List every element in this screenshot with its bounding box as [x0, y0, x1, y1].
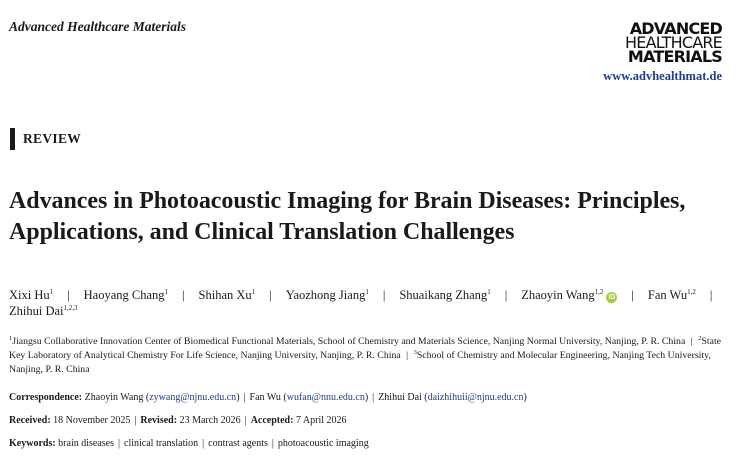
revised-label: Revised: — [140, 415, 178, 426]
received-date: 18 November 2025 — [53, 415, 131, 426]
affiliations: $^1$Jiangsu Collaborative Innovation Center of Biomedical Functional Materials, School of Chemistry and Materials Science, Nanjing Normal University, Nanjing, P. R. China | $^2$State Key Laboratory of Analytical Chemistry For Life Science, Nanjing University, Nanjing, P. R. China | $^3$School of Chemistry and Molecular Engineering, Nanjing Tech University, Nanjing, P. R. China — [9, 335, 722, 376]
author-separator: | — [269, 288, 272, 302]
correspondence-name: Zhihui Dai — [378, 392, 422, 403]
keywords-label: Keywords: — [9, 438, 56, 449]
affiliation-2: State Key Laboratory of Analytical Chemistry For Life Science, Nanjing University, Nanjing, P. R. China — [9, 336, 722, 362]
email-link[interactable]: zywang@njnu.edu.cn — [149, 392, 237, 403]
logo-line-healthcare: HEALTHCARE — [625, 33, 722, 52]
journal-name: Advanced Healthcare Materials — [9, 19, 186, 34]
author-shuaikang-zhang[interactable]: Shuaikang Zhang$^1$ — [399, 288, 491, 302]
email-link[interactable]: daizhihuii@njnu.edu.cn — [427, 392, 524, 403]
accepted-date: 7 April 2026 — [295, 415, 347, 426]
section-marker-bar — [10, 128, 15, 150]
author-separator: | — [709, 288, 713, 302]
author-separator: | — [504, 288, 508, 302]
correspondence-label: Correspondence: — [9, 392, 83, 403]
author-zhaoyin-wang[interactable]: Zhaoyin Wang$^{1,2}$iD — [521, 288, 616, 302]
article-dates: Received: 18 November 2025 | Revised: 23 March 2026 | Accepted: 7 April 2026 — [9, 415, 347, 426]
keyword[interactable]: clinical translation — [124, 438, 199, 449]
affiliation-1: Jiangsu Collaborative Innovation Center of Biomedical Functional Materials, School of Chemistry and Materials Science, Nanjing Normal University, Nanjing, P. R. China — [12, 336, 686, 347]
keyword[interactable]: photoacoustic imaging — [277, 438, 369, 449]
keyword[interactable]: brain diseases — [58, 438, 114, 449]
author-separator: | — [382, 288, 386, 302]
keywords-line: Keywords: brain diseases | clinical translation | contrast agents | photoacoustic imaging — [9, 438, 369, 449]
journal-url-link[interactable]: www.advhealthmat.de — [603, 69, 722, 83]
orcid-icon[interactable]: iD — [608, 294, 616, 301]
author-haoyang-chang[interactable]: Haoyang Chang$^1$ — [83, 288, 169, 302]
accepted-label: Accepted: — [250, 415, 294, 426]
author-zhihui-dai[interactable]: Zhihui Dai$^{1,2,3}$ — [9, 304, 78, 318]
author-list — [9, 287, 734, 319]
keyword[interactable]: contrast agents — [208, 438, 268, 449]
author-separator: | — [182, 288, 185, 302]
author-xixi-hu[interactable]: Xixi Hu$^1$ — [9, 288, 54, 302]
author-yaozhong-jiang[interactable]: Yaozhong Jiang$^1$ — [285, 288, 369, 302]
revised-date: 23 March 2026 — [179, 415, 241, 426]
logo-line-materials: MATERIALS — [627, 47, 722, 66]
author-separator: | — [631, 288, 634, 302]
correspondence-line: Correspondence: Zhaoyin Wang (zywang@njnu.edu.cn) | Fan Wu (wufan@nnu.edu.cn) | Zhihui Dai (daizhihuii@njnu.edu.cn) — [9, 392, 527, 403]
logo-line-advanced: ADVANCED — [629, 19, 722, 38]
affiliation-3: School of Chemistry and Molecular Engineering, Nanjing Tech University, Nanjing, P. R. China — [9, 350, 711, 376]
author-fan-wu[interactable]: Fan Wu$^{1,2}$ — [647, 288, 696, 302]
journal-logo — [582, 19, 722, 66]
article-title: Advances in Photoacoustic Imaging for Brain Diseases: Principles, Applications, and Clinical Translation Challenges — [9, 188, 686, 245]
correspondence-name: Fan Wu — [249, 392, 281, 403]
author-separator: | — [67, 288, 70, 302]
article-type-label: REVIEW — [23, 131, 82, 146]
author-shihan-xu[interactable]: Shihan Xu$^1$ — [198, 288, 256, 302]
correspondence-name: Zhaoyin Wang — [84, 392, 144, 403]
received-label: Received: — [9, 415, 51, 426]
email-link[interactable]: wufan@nnu.edu.cn — [286, 392, 365, 403]
